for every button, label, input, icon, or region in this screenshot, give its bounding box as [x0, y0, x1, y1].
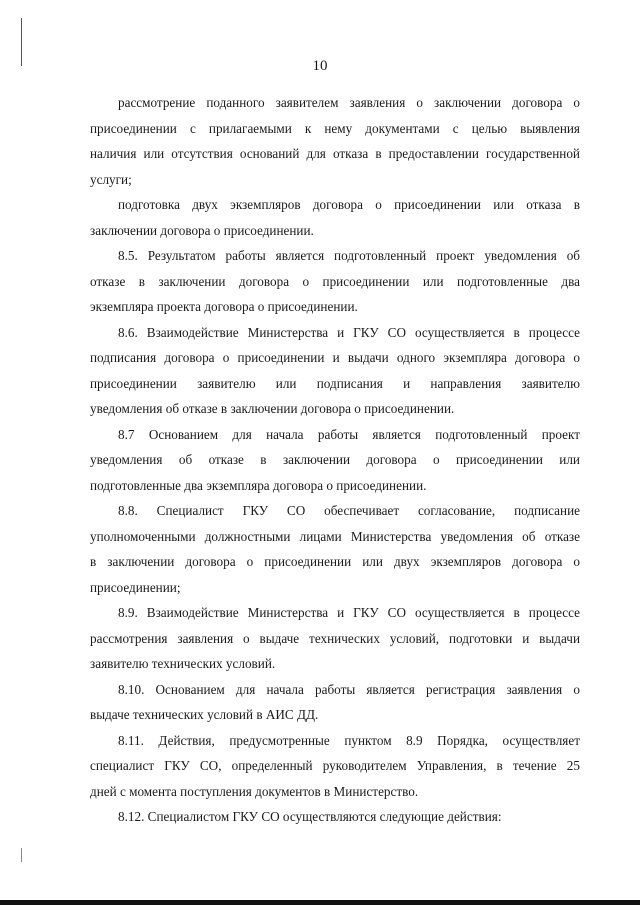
paragraph: [90, 320, 580, 422]
text-line: подписания договора о присоединении и выдачи одного экземпляра договора о: [90, 350, 580, 365]
scan-bottom-border: [0, 900, 640, 905]
text-line: 8.12. Специалистом ГКУ СО осуществляются следующие действия:: [118, 809, 502, 824]
text-line: 8.5. Результатом работы является подготовленный проект уведомления об: [118, 248, 580, 263]
text-line: выдаче технических условий в АИС ДД.: [90, 707, 319, 722]
paragraph: [90, 600, 580, 677]
text-line: 8.9. Взаимодействие Министерства и ГКУ СО осуществляется в процессе: [118, 605, 580, 620]
text-line: экземпляра проекта договора о присоединении.: [90, 299, 358, 314]
document-body: [90, 90, 580, 830]
text-line: специалист ГКУ СО, определенный руководителем Управления, в течение 25: [90, 758, 580, 773]
paragraph: [90, 192, 580, 243]
text-line: услуги;: [90, 171, 132, 187]
text-line: рассмотрения заявления о выдаче технических условий, подготовки и выдачи: [90, 630, 580, 646]
text-line: дней с момента поступления документов в Министерство.: [90, 783, 419, 799]
paragraph: [90, 728, 580, 805]
page-number: 10: [312, 58, 328, 74]
text-line: присоединении;: [90, 579, 181, 595]
text-line: присоединении заявителю или подписания и направления заявителю: [90, 375, 580, 391]
text-line: подготовленные два экземпляра договора о присоединении.: [90, 477, 427, 493]
text-line: 8.8. Специалист ГКУ СО обеспечивает согласование, подписание: [118, 503, 580, 518]
scan-edge-mark-lower: [21, 848, 22, 862]
text-line: уведомления об отказе в заключении договора о присоединении.: [90, 401, 455, 416]
paragraph: [90, 677, 580, 728]
text-line: подготовка двух экземпляров договора о присоединении или отказа в: [118, 197, 580, 212]
text-line: уполномоченными должностными лицами Министерства уведомления об отказе: [90, 528, 580, 544]
paragraph: [90, 90, 580, 192]
text-line: рассмотрение поданного заявителем заявления о заключении договора о: [118, 95, 580, 110]
text-line: в заключении договора о присоединении или двух экземпляров договора о: [90, 554, 580, 569]
paragraph: [90, 243, 580, 320]
text-line: уведомления об отказе в заключении договора о присоединении или: [90, 452, 580, 467]
text-line: наличия или отсутствия оснований для отказа в предоставлении государственной: [90, 146, 580, 161]
paragraph: [90, 422, 580, 499]
paragraph: [90, 498, 580, 600]
text-line: 8.10. Основанием для начала работы является регистрация заявления о: [118, 681, 580, 697]
text-line: 8.6. Взаимодействие Министерства и ГКУ СО осуществляется в процессе: [118, 324, 580, 340]
text-line: заключении договора о присоединении.: [90, 222, 314, 238]
text-line: 8.7 Основанием для начала работы является подготовленный проект: [118, 426, 580, 442]
text-line: присоединении с прилагаемыми к нему документами с целью выявления: [90, 120, 580, 136]
text-line: 8.11. Действия, предусмотренные пунктом 8.9 Порядка, осуществляет: [118, 732, 580, 748]
paragraph: [90, 804, 580, 830]
text-line: отказе в заключении договора о присоединении или подготовленные два: [90, 273, 580, 289]
text-line: заявителю технических условий.: [90, 656, 276, 671]
